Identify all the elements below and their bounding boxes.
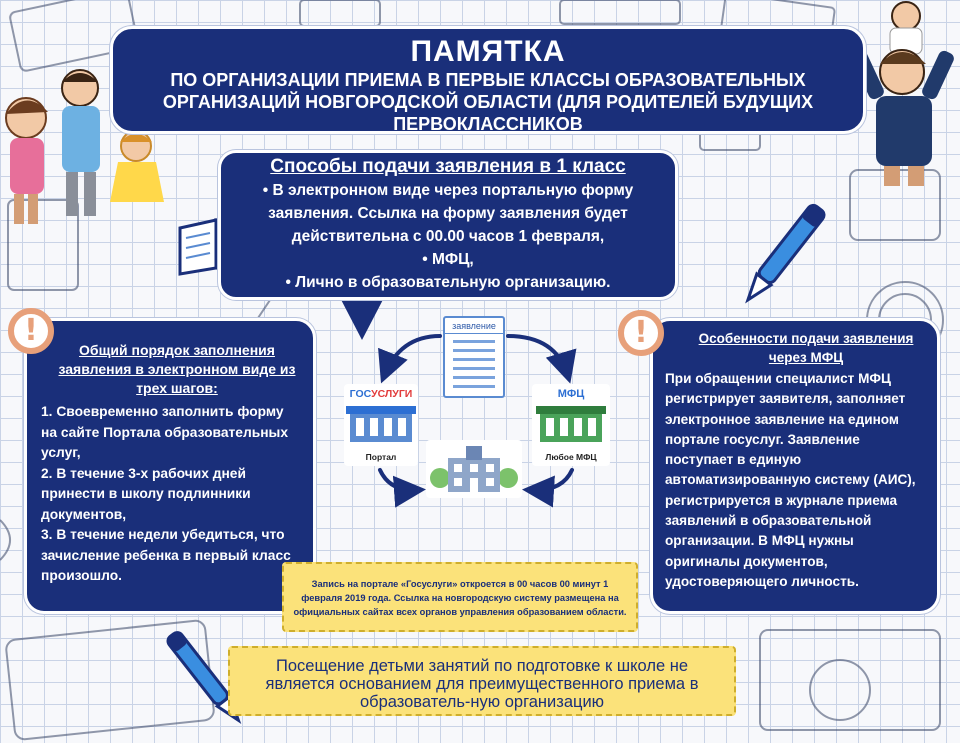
gosuslugi-note: Запись на портале «Госуслуги» откроется в 00 часов 00 минут 1 февраля 2019 года. Ссылка на новгородскую систему размещена на официальных сайтах всех органов управления образованием области.: [282, 562, 638, 632]
methods-heading: Способы подачи заявления в 1 класс: [270, 156, 626, 177]
step-item: 1. Своевременно заполнить форму на сайте Портала образовательных услуг,: [41, 404, 288, 460]
mfc-body: При обращении специалист МФЦ регистрирует заявителя, заполняет электронное заявление на едином портале госуслуг. Заявление поступает в единую автоматизированную систему (АИС), регистрируется в журнале приема заявлений в образовательной организации. В МФЦ нужны оригиналы документов, удостоверяющего личность.: [665, 371, 916, 589]
mfc-logo: МФЦ: [557, 388, 585, 400]
warning-icon: !: [618, 310, 664, 356]
electronic-steps-heading: Общий порядок заполнения заявления в электронном виде из трех шагов:: [58, 342, 296, 396]
step-item: 2. В течение 3-х рабочих дней принести в школу подлинники документов,: [41, 465, 251, 522]
methods-item: • В электронном виде через портальную форму заявления. Ссылка на форму заявления будет действительна с 00.00 часов 1 февраля,: [262, 182, 634, 245]
mfc-caption: Любое МФЦ: [545, 452, 597, 462]
warning-icon: !: [8, 308, 54, 354]
arrow-doc-to-mfc: [508, 336, 568, 376]
step-item: 3. В течение недели убедиться, что зачисление ребенка в первый класс произошло.: [41, 527, 291, 583]
arrow-portal-school: [380, 470, 418, 490]
mfc-heading: Особенности подачи заявления через МФЦ: [698, 331, 914, 365]
methods-item: • Лично в образовательную организацию.: [285, 274, 611, 291]
arrow-mfc-school: [530, 470, 572, 490]
preparation-note: Посещение детьми занятий по подготовке к школе не является основанием для преимущественного приема в образователь-ную организацию: [228, 646, 736, 716]
portal-caption: Портал: [365, 452, 397, 462]
methods-item: • МФЦ,: [422, 251, 474, 268]
document-label: заявление: [445, 321, 503, 334]
page-title: ПАМЯТКА: [410, 35, 566, 68]
gosuslugi-logo: ГОСУСЛУГИ: [349, 388, 413, 400]
arrow-doc-to-portal: [384, 336, 440, 376]
page-subtitle: ПО ОРГАНИЗАЦИИ ПРИЕМА В ПЕРВЫЕ КЛАССЫ ОБРАЗОВАТЕЛЬНЫХ ОРГАНИЗАЦИЙ НОВГОРОДСКОЙ ОБЛАСТИ (ДЛЯ РОДИТЕЛЕЙ БУДУЩИХ ПЕРВОКЛАССНИКОВ: [162, 70, 814, 134]
